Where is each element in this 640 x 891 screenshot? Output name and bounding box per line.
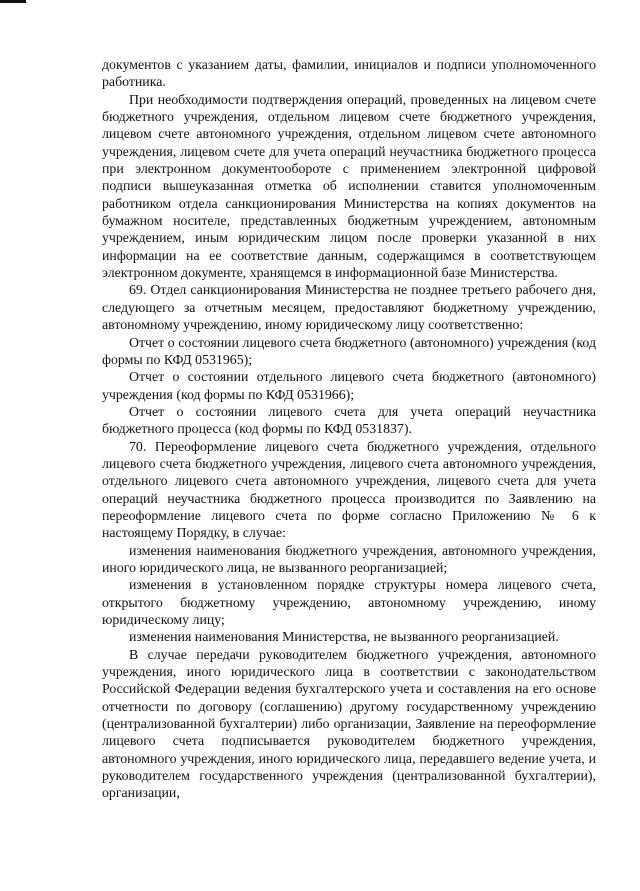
paragraph-continuation: документов с указанием даты, фамилии, инициалов и подписи уполномоченного работника. xyxy=(102,57,596,90)
paragraph-report-1: Отчет о состоянии лицевого счета бюджетного (автономного) учреждения (код формы по КФД 0531965); xyxy=(102,334,596,367)
paragraph-case-1: изменения наименования бюджетного учреждения, автономного учреждения, иного юридического лица, не вызванного реорганизацией; xyxy=(102,542,596,575)
paragraph-confirmation-ops: При необходимости подтверждения операций, проведенных на лицевом счете бюджетного учреждения, отдельном лицевом счете бюджетного учреждения, лицевом счете автономного учреждения, отдельном лицевом счете автономного учреждения, лицевом счете для учета операций неучастника бюджетного процесса при электронном документообороте с применением электронной цифровой подписи вышеуказанная отметка об исполнении ставится уполномоченным работником отдела санкционирования Министерства на копиях документов на бумажном носителе, представленных бюджетным учреждением, автономным учреждением, иным юридическим лицом после проверки указанной в них информации на ее соответствие данным, содержащимся в соответствующем электронном документе, хранящемся в информационной базе Министерства. xyxy=(102,91,596,281)
paragraph-case-3: изменения наименования Министерства, не вызванного реорганизацией. xyxy=(129,629,559,645)
scan-corner-mark xyxy=(0,0,26,3)
paragraph-transfer: В случае передачи руководителем бюджетного учреждения, автономного учреждения, иного юридического лица в соответствии с законодательством Российской Федерации ведения бухгалтерского учета и составления на его основе отчетности по договору (соглашению) другому государственному учреждению (централизованной бухгалтерии) либо организации, Заявление на переоформление лицевого счета подписывается руководителем бюджетного учреждения, автономного учреждения, иного юридического лица, передавшего ведение учета, и руководителем государственного учреждения (централизованной бухгалтерии), организации, xyxy=(102,646,596,801)
document-body xyxy=(102,56,596,802)
paragraph-report-2: Отчет о состоянии отдельного лицевого счета бюджетного (автономного) учреждения (код формы по КФД 0531966); xyxy=(102,369,596,402)
paragraph-case-2: изменения в установленном порядке структуры номера лицевого счета, открытого бюджетному учреждению, автономному учреждению, иному юридическому лицу; xyxy=(102,577,596,627)
paragraph-item-70: 70. Переоформление лицевого счета бюджетного учреждения, отдельного лицевого счета бюджетного учреждения, лицевого счета автономного учреждения, отдельного лицевого счета автономного учреждения, лицевого счета для учета операций неучастника бюджетного процесса производится по Заявлению на переоформление лицевого счета по форме согласно Приложению № 6 к настоящему Порядку, в случае: xyxy=(102,438,596,541)
paragraph-item-69: 69. Отдел санкционирования Министерства не позднее третьего рабочего дня, следующего за отчетным месяцем, предоставляют бюджетному учреждению, автономному учреждению, иному юридическому лицу соответственно: xyxy=(102,282,596,333)
paragraph-report-3: Отчет о состоянии лицевого счета для учета операций неучастника бюджетного процесса (код формы по КФД 0531837). xyxy=(102,403,596,437)
